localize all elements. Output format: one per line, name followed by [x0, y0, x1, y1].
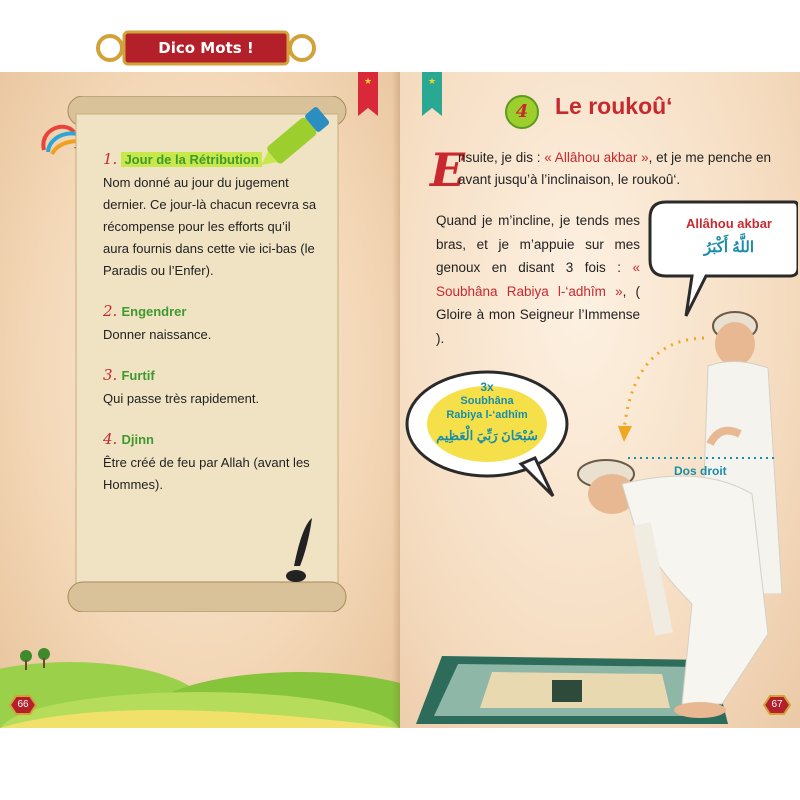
page-number-left: 66 [17, 699, 29, 710]
entry-term: Engendrer [121, 304, 187, 319]
takbir-latin: Allâhou akbar [686, 216, 772, 231]
glossary-entry [103, 428, 318, 496]
tasbih-latin-line1: Soubhâna [460, 395, 514, 407]
back-line [628, 454, 778, 462]
drop-cap: E [430, 143, 466, 197]
intro-quote: « Allâhou akbar » [544, 150, 649, 165]
tasbih-count: 3x [480, 380, 494, 394]
section-title: Le roukoû‘ [555, 93, 673, 119]
dico-mots-header [96, 26, 316, 70]
entry-definition: Donner naissance. [103, 327, 212, 342]
entry-number: 2. [103, 302, 118, 320]
takbir-arabic: اللَّهُ أَكْبَرُ [703, 239, 755, 256]
bookmark-ribbon-red [358, 72, 378, 116]
page-number-right: 67 [771, 699, 783, 710]
entry-definition: Être créé de feu par Allah (avant les Hommes). [103, 455, 310, 492]
entry-number: 4. [103, 430, 118, 448]
svg-text:★: ★ [427, 77, 437, 87]
body-translation: , ( Gloire à mon Seigneur l’Immense ). [436, 283, 641, 346]
body-text: Quand je m’incline, je tends mes bras, et je m’appuie sur mes genoux en disant 3 fois : [436, 213, 640, 275]
body-paragraph [436, 209, 640, 350]
entry-definition: Nom donné au jour du jugement dernier. Ce jour-là chacun recevra sa récompense pour les efforts qu’il aura fournis dans cette vie ici-bas (le Paradis ou l’Enfer). [103, 175, 317, 278]
body-quote: « Soubhâna Rabiya l-‘adhîm » [436, 260, 640, 299]
entry-term: Furtif [121, 368, 155, 383]
step-number: 4 [515, 101, 529, 122]
entry-term: Jour de la Rétribution [121, 152, 261, 167]
glossary-entry [103, 300, 318, 346]
boy-bowing-illustration [572, 454, 782, 726]
motion-arrow-icon [604, 330, 714, 450]
glossary-entry [103, 364, 318, 410]
header-title: Dico Mots ! [158, 39, 254, 57]
intro-text-end: , et je me penche en avant jusqu’à l’inclinaison, le roukoû‘. [458, 150, 771, 187]
tasbih-arabic: سُبْحَانَ رَبِّيَ الْعَظِيم [436, 428, 538, 443]
entry-definition: Qui passe très rapidement. [103, 391, 260, 406]
glossary-list [103, 148, 318, 514]
hills-landscape [0, 632, 400, 728]
entry-number: 1. [103, 150, 118, 168]
entry-number: 3. [103, 366, 118, 384]
bookmark-ribbon-teal [422, 72, 442, 116]
glossary-entry [103, 148, 318, 282]
svg-text:★: ★ [363, 77, 373, 87]
intro-paragraph [458, 147, 788, 191]
dos-droit-label: Dos droit [674, 464, 727, 478]
intro-text: nsuite, je dis : [458, 150, 545, 165]
entry-term: Djinn [121, 432, 154, 447]
tasbih-latin-line2: Rabiya l-‘adhîm [446, 409, 528, 421]
